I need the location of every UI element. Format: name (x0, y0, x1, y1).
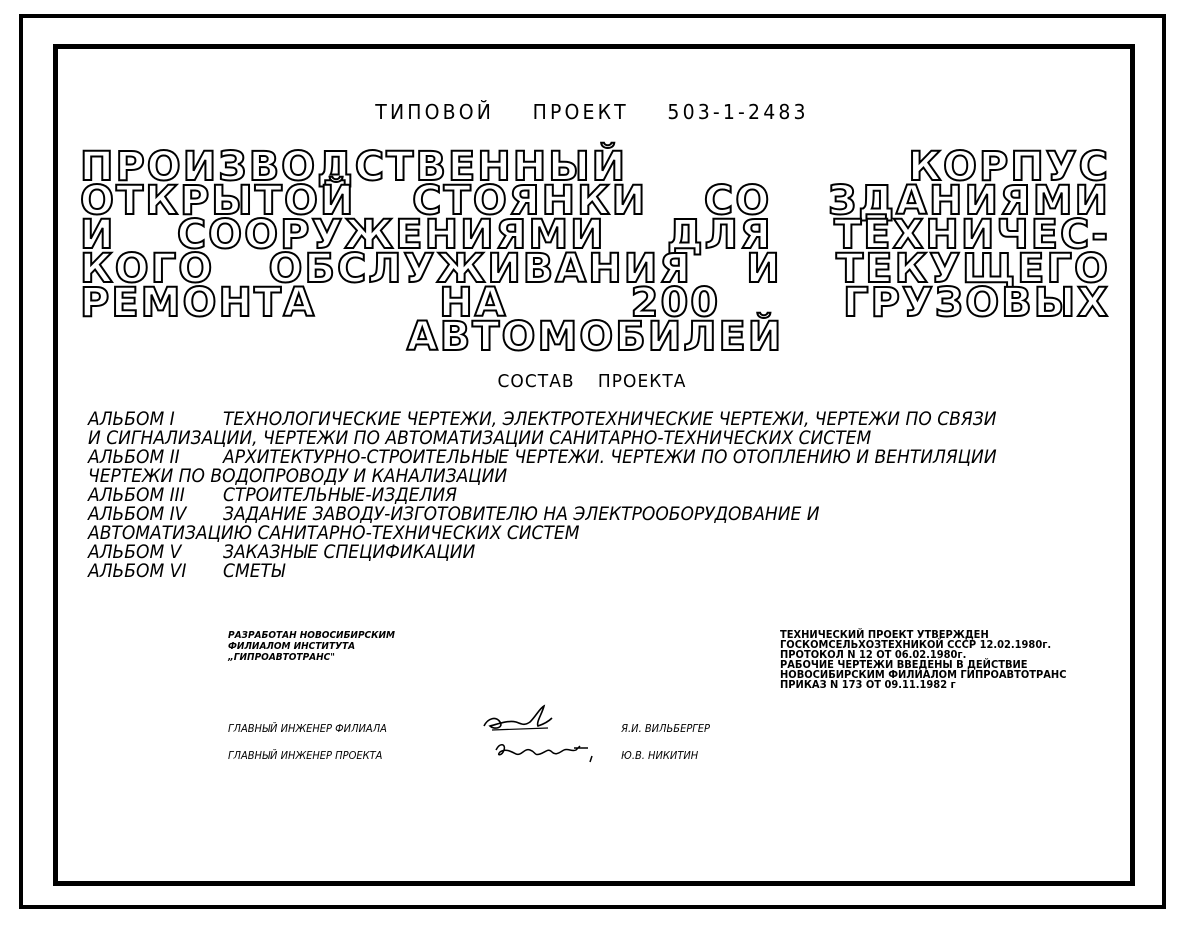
handwritten-signature-1 (478, 702, 558, 736)
signature-role: ГЛАВНЫЙ ИНЖЕНЕР ФИЛИАЛА (228, 722, 387, 735)
signature-role: ГЛАВНЫЙ ИНЖЕНЕР ПРОЕКТА (228, 749, 383, 762)
album-label: АЛЬБОМ III (88, 484, 185, 506)
album-label: АЛЬБОМ I (88, 408, 175, 430)
approval-line-2: ГОСКОМСЕЛЬХОЗТЕХНИКОЙ СССР 12.02.1980г. (780, 638, 1052, 651)
album-label: АЛЬБОМ V (88, 541, 182, 563)
approval-line-3: ПРОТОКОЛ N 12 ОТ 06.02.1980г. (780, 648, 967, 661)
album-list (88, 410, 997, 581)
approval-block (780, 630, 1066, 690)
developer-block (228, 630, 395, 663)
composition-word-1: СОСТАВ (497, 371, 575, 392)
album-label: АЛЬБОМ IV (88, 503, 187, 525)
approval-line-6: ПРИКАЗ N 173 ОТ 09.11.1982 г (780, 678, 956, 691)
album-text-wrap: И СИГНАЛИЗАЦИИ, ЧЕРТЕЖИ ПО АВТОМАТИЗАЦИИ САНИТАРНО-ТЕХНИЧЕСКИХ СИСТЕМ (88, 427, 872, 449)
signature-name: Ю.В. НИКИТИН (621, 749, 699, 762)
album-label: АЛЬБОМ II (88, 446, 180, 468)
title-line-1: ПРОИЗВОДСТВЕННЫЙ КОРПУС (80, 144, 1110, 190)
album-6 (88, 562, 997, 581)
album-text: ТЕХНОЛОГИЧЕСКИЕ ЧЕРТЕЖИ, ЭЛЕКТРОТЕХНИЧЕСКИЕ ЧЕРТЕЖИ, ЧЕРТЕЖИ ПО СВЯЗИ (223, 408, 997, 430)
title-line-3: И СООРУЖЕНИЯМИ ДЛЯ ТЕХНИЧЕС- (80, 212, 1110, 258)
album-text: ЧЕРТЕЖИ ПО ВОДОПРОВОДУ И КАНАЛИЗАЦИИ (88, 465, 508, 487)
album-text: ЗАДАНИЕ ЗАВОДУ-ИЗГОТОВИТЕЛЮ НА ЭЛЕКТРООБОРУДОВАНИЕ И (223, 503, 820, 525)
title-line-5: РЕМОНТА НА 200 ГРУЗОВЫХ (80, 280, 1110, 326)
approval-line-5: НОВОСИБИРСКИМ ФИЛИАЛОМ ГИПРОАВТОТРАНС (780, 668, 1067, 681)
composition-word-2: ПРОЕКТА (597, 371, 687, 392)
album-text: ЗАКАЗНЫЕ СПЕЦИФИКАЦИИ (223, 541, 476, 563)
signature-row-chief-engineer-branch (228, 722, 710, 735)
signature-row-chief-engineer-project (228, 749, 698, 762)
approval-line-1: ТЕХНИЧЕСКИЙ ПРОЕКТ УТВЕРЖДЕН (780, 628, 989, 641)
document-title (80, 144, 1110, 360)
album-text: СМЕТЫ (223, 560, 285, 582)
approval-line-4: РАБОЧИЕ ЧЕРТЕЖИ ВВЕДЕНЫ В ДЕЙСТВИЕ (780, 658, 1028, 671)
album-text: АРХИТЕКТУРНО-СТРОИТЕЛЬНЫЕ ЧЕРТЕЖИ. ЧЕРТЕЖИ ПО ОТОПЛЕНИЮ И ВЕНТИЛЯЦИИ (223, 446, 997, 468)
album-label: АЛЬБОМ VI (88, 560, 187, 582)
developer-line-2: ФИЛИАЛОМ ИНСТИТУТА (228, 641, 356, 652)
project-header (0, 100, 1184, 124)
developer-line-1: РАЗРАБОТАН НОВОСИБИРСКИМ (228, 630, 395, 641)
header-project-number: 503-1-2483 (667, 100, 809, 124)
signature-name: Я.И. ВИЛЬБЕРГЕР (621, 722, 711, 735)
album-text: СТРОИТЕЛЬНЫЕ-ИЗДЕЛИЯ (223, 484, 457, 506)
developer-line-3: „ГИПРОАВТОТРАНС" (228, 652, 335, 663)
composition-heading (0, 371, 1184, 392)
title-line-2: ОТКРЫТОЙ СТОЯНКИ СО ЗДАНИЯМИ (80, 178, 1110, 224)
header-word-typical: ТИПОВОЙ (375, 100, 495, 124)
album-text: АВТОМАТИЗАЦИЮ САНИТАРНО-ТЕХНИЧЕСКИХ СИСТЕМ (88, 522, 580, 544)
header-word-project: ПРОЕКТ (532, 100, 629, 124)
handwritten-signature-2 (492, 738, 602, 766)
title-line-4: КОГО ОБСЛУЖИВАНИЯ И ТЕКУЩЕГО (80, 246, 1110, 292)
title-line-6: АВТОМОБИЛЕЙ (406, 314, 784, 360)
